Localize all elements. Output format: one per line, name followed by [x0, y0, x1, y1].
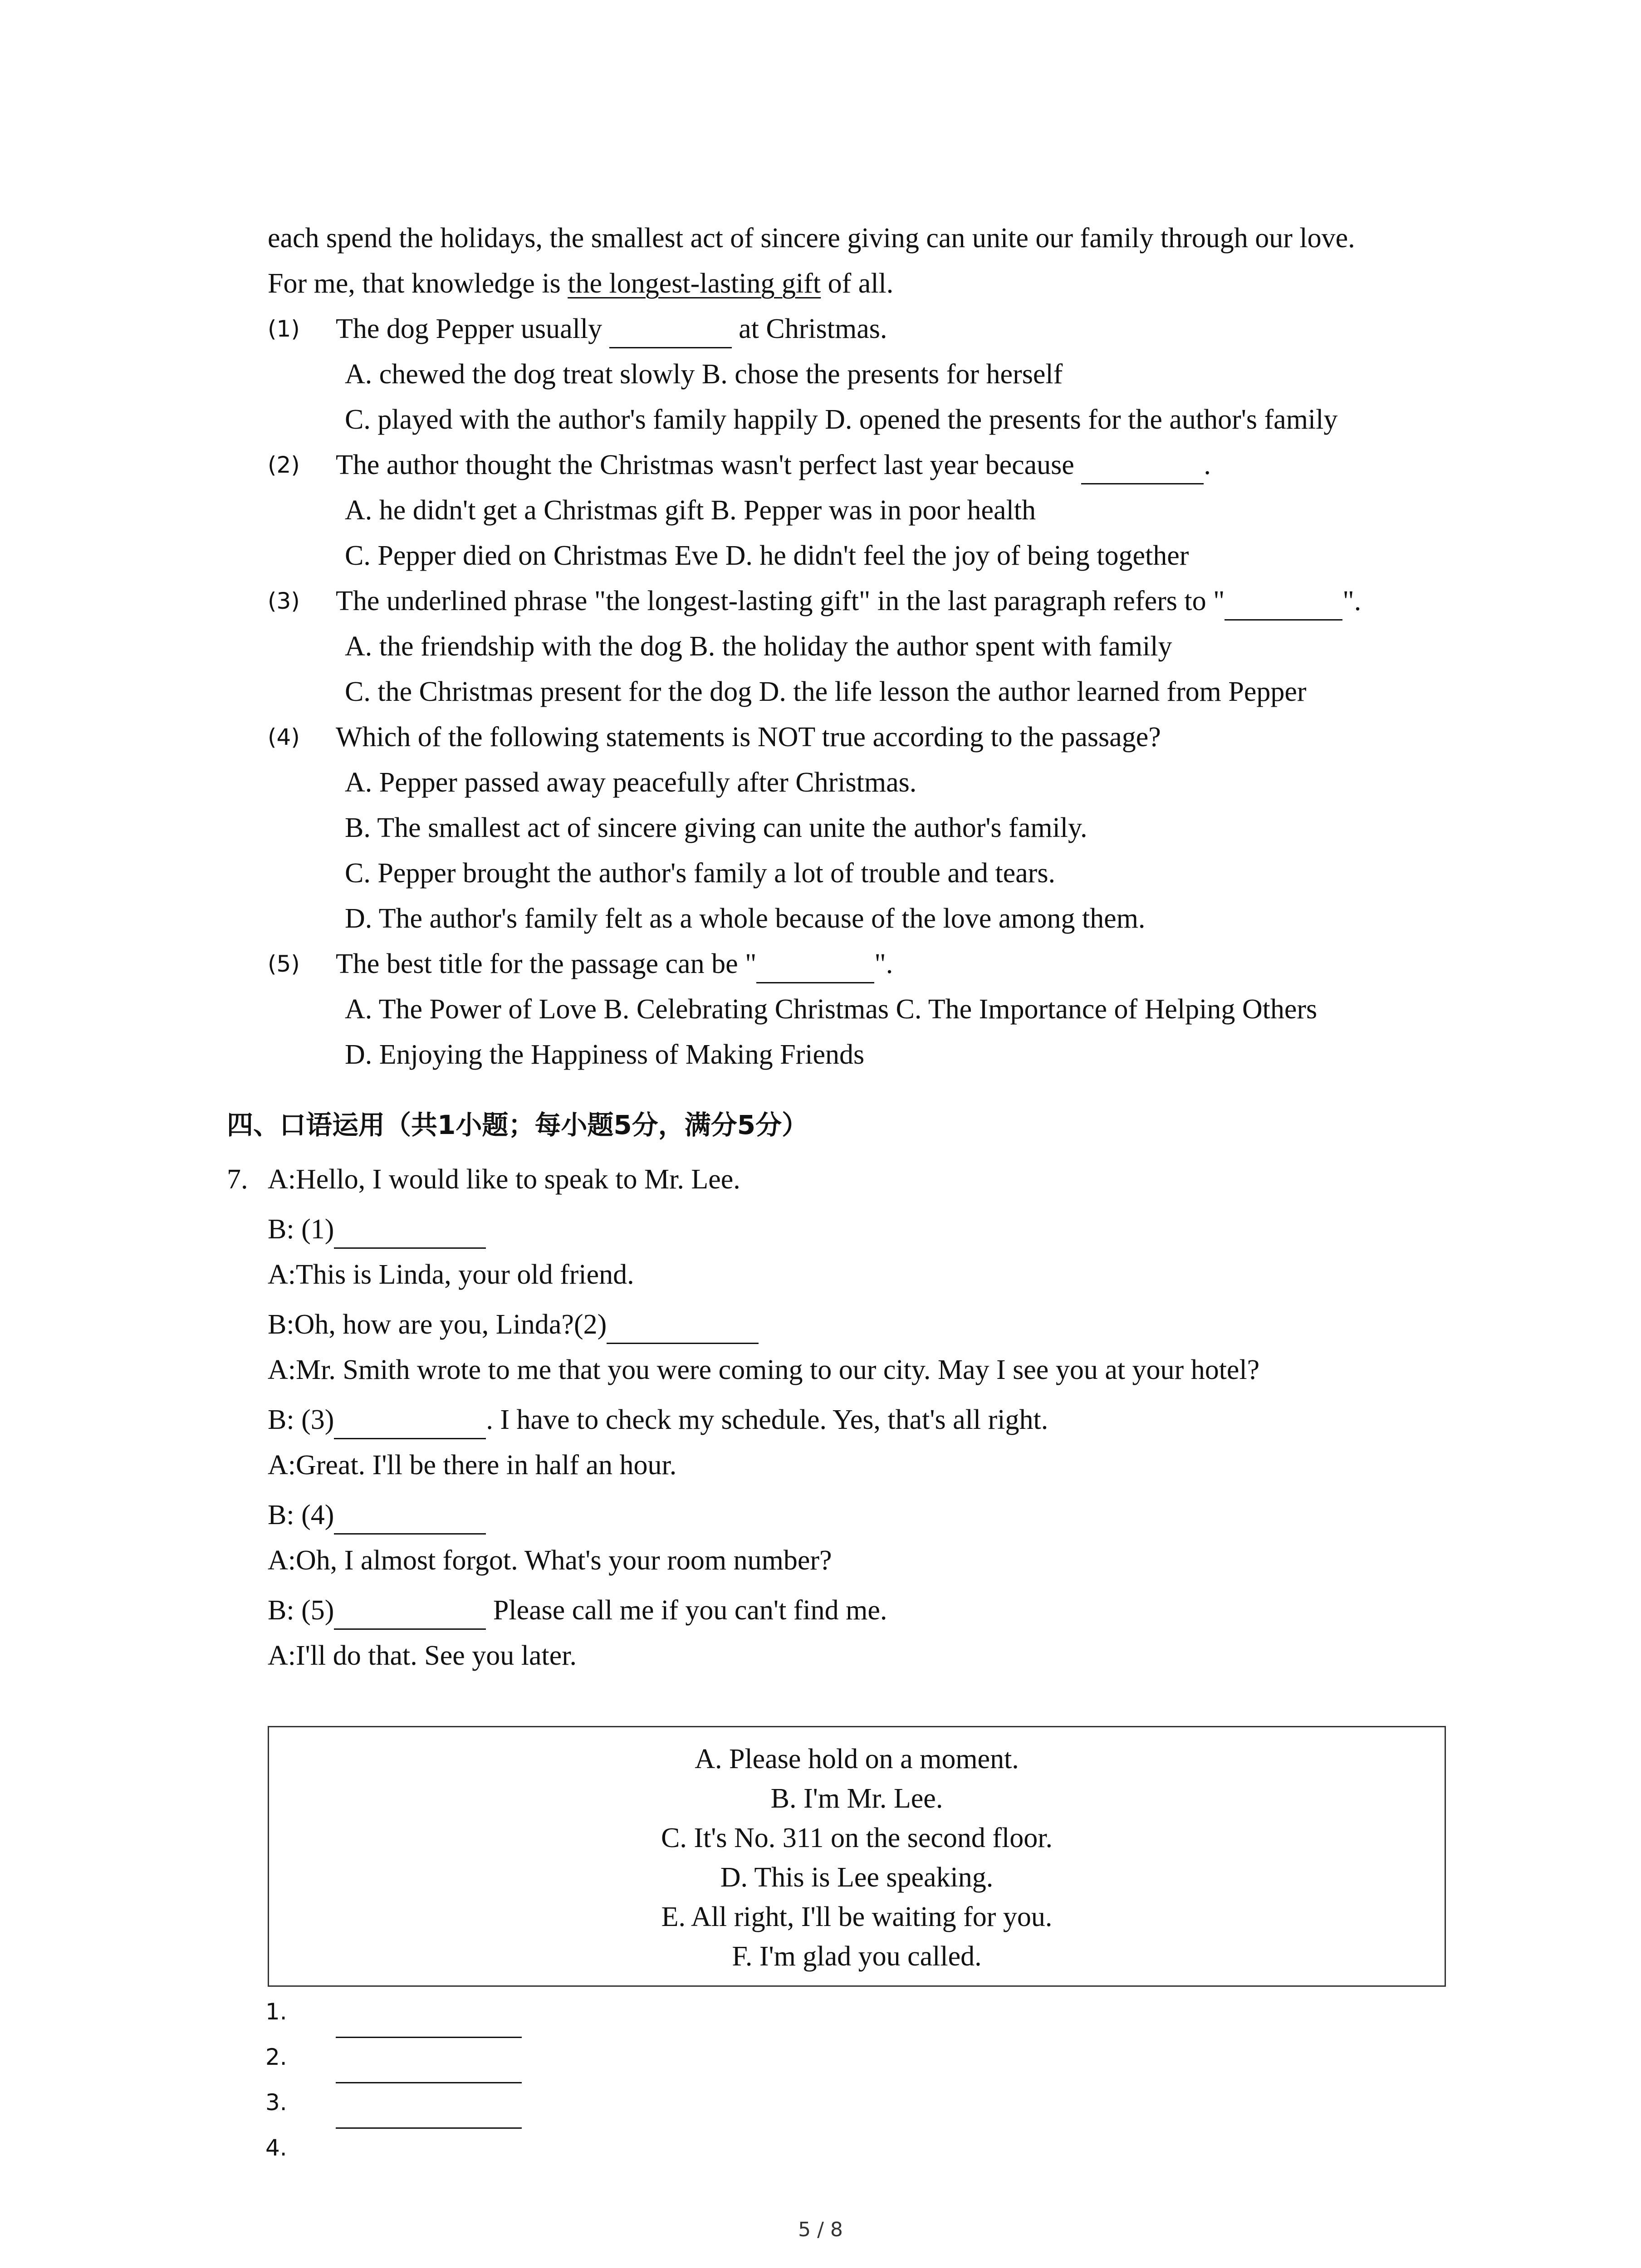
option-line: A. The Power of Love B. Celebrating Christmas C. The Importance of Helping Others [345, 994, 1318, 1025]
stem-text: The best title for the passage can be " [336, 948, 757, 979]
stem-text: . [1204, 450, 1211, 480]
passage-line: each spend the holidays, the smallest act of sincere giving can unite our family through our love. [268, 223, 1355, 254]
option-line: A. chewed the dog treat slowly B. chose the presents for herself [345, 359, 1063, 390]
dialogue-line: A:I'll do that. See you later. [268, 1640, 577, 1671]
answer-blank[interactable] [334, 1497, 486, 1535]
dialogue-line [268, 1211, 486, 1249]
option-line: C. Pepper died on Christmas Eve D. he didn't feel the joy of being together [345, 540, 1189, 571]
dialogue-text: B: (1) [268, 1214, 334, 1245]
dialogue-line [268, 1402, 1048, 1439]
stem-text: The dog Pepper usually [336, 313, 609, 344]
dialogue-line: A:Great. I'll be there in half an hour. [268, 1450, 677, 1481]
answer-blank[interactable] [609, 311, 732, 348]
dialogue-line: A:Hello, I would like to speak to Mr. Lee. [268, 1164, 740, 1195]
section-heading: 四、口语运用（共1小题；每小题5分，满分5分） [227, 1110, 808, 1140]
option-line: D. The author's family felt as a whole because of the love among them. [345, 903, 1146, 934]
answer-blank[interactable] [334, 1592, 486, 1630]
choice-option: F. I'm glad you called. [732, 1941, 982, 1972]
question-number: 7. [227, 1164, 248, 1195]
answer-number: 4. [265, 2135, 287, 2161]
question-stem [336, 311, 887, 348]
stem-text: The author thought the Christmas wasn't perfect last year because [336, 450, 1082, 480]
dialogue-text: B: (3) [268, 1404, 334, 1435]
answer-number: 3. [265, 2089, 287, 2116]
choice-option: A. Please hold on a moment. [695, 1744, 1019, 1774]
choice-option: D. This is Lee speaking. [720, 1862, 994, 1893]
answer-line[interactable] [336, 2037, 522, 2038]
choice-option: B. I'm Mr. Lee. [770, 1783, 943, 1814]
dialogue-line [268, 1497, 486, 1535]
question-number: (5) [268, 951, 300, 977]
answer-blank[interactable] [334, 1402, 486, 1439]
answer-number: 2. [265, 2044, 287, 2070]
question-stem: Which of the following statements is NOT true according to the passage? [336, 722, 1161, 753]
dialogue-line: A:Mr. Smith wrote to me that you were coming to our city. May I see you at your hotel? [268, 1354, 1260, 1385]
dialogue-text: B: (5) [268, 1595, 334, 1626]
question-stem [336, 946, 893, 983]
option-line: A. he didn't get a Christmas gift B. Pepper was in poor health [345, 495, 1036, 526]
dialogue-text: B:Oh, how are you, Linda?(2) [268, 1309, 607, 1340]
answer-blank[interactable] [334, 1211, 486, 1249]
question-number: (3) [268, 588, 300, 614]
choices-box [268, 1726, 1446, 1987]
answer-blank[interactable] [607, 1306, 759, 1344]
answer-blank[interactable] [1225, 583, 1342, 621]
answer-blank[interactable] [1081, 447, 1204, 484]
stem-text: The underlined phrase "the longest-lasting gift" in the last paragraph refers to " [336, 586, 1225, 616]
question-number: (4) [268, 724, 300, 750]
passage-text: of all. [821, 268, 894, 299]
choice-option: C. It's No. 311 on the second floor. [661, 1823, 1053, 1853]
dialogue-line [268, 1306, 759, 1344]
passage-line [268, 265, 893, 302]
choice-option: E. All right, I'll be waiting for you. [661, 1901, 1053, 1932]
page-number: 5 / 8 [798, 2218, 843, 2241]
dialogue-line: A:Oh, I almost forgot. What's your room number? [268, 1545, 832, 1576]
option-line: C. Pepper brought the author's family a lot of trouble and tears. [345, 858, 1055, 889]
option-line: B. The smallest act of sincere giving can unite the author's family. [345, 812, 1087, 843]
dialogue-line: A:This is Linda, your old friend. [268, 1259, 634, 1290]
question-stem [336, 447, 1211, 484]
option-line: A. Pepper passed away peacefully after Christmas. [345, 767, 917, 798]
stem-text: ". [1342, 586, 1362, 616]
option-line: C. the Christmas present for the dog D. the life lesson the author learned from Pepper [345, 676, 1307, 707]
dialogue-text: Please call me if you can't find me. [486, 1595, 887, 1626]
option-line: C. played with the author's family happily D. opened the presents for the author's family [345, 404, 1338, 435]
underlined-phrase: the longest-lasting gift [568, 268, 821, 299]
option-line: D. Enjoying the Happiness of Making Friends [345, 1039, 865, 1070]
dialogue-text: B: (4) [268, 1500, 334, 1530]
answer-line[interactable] [336, 2082, 522, 2083]
question-number: (1) [268, 316, 300, 342]
passage-text: For me, that knowledge is [268, 268, 568, 299]
question-stem [336, 583, 1361, 621]
stem-text: ". [874, 948, 893, 979]
answer-blank[interactable] [756, 946, 874, 983]
question-number: (2) [268, 452, 300, 478]
stem-text: at Christmas. [731, 313, 887, 344]
option-line: A. the friendship with the dog B. the holiday the author spent with family [345, 631, 1172, 662]
answer-number: 1. [265, 1999, 287, 2025]
dialogue-line [268, 1592, 887, 1630]
dialogue-text: . I have to check my schedule. Yes, that's all right. [486, 1404, 1048, 1435]
answer-line[interactable] [336, 2127, 522, 2129]
